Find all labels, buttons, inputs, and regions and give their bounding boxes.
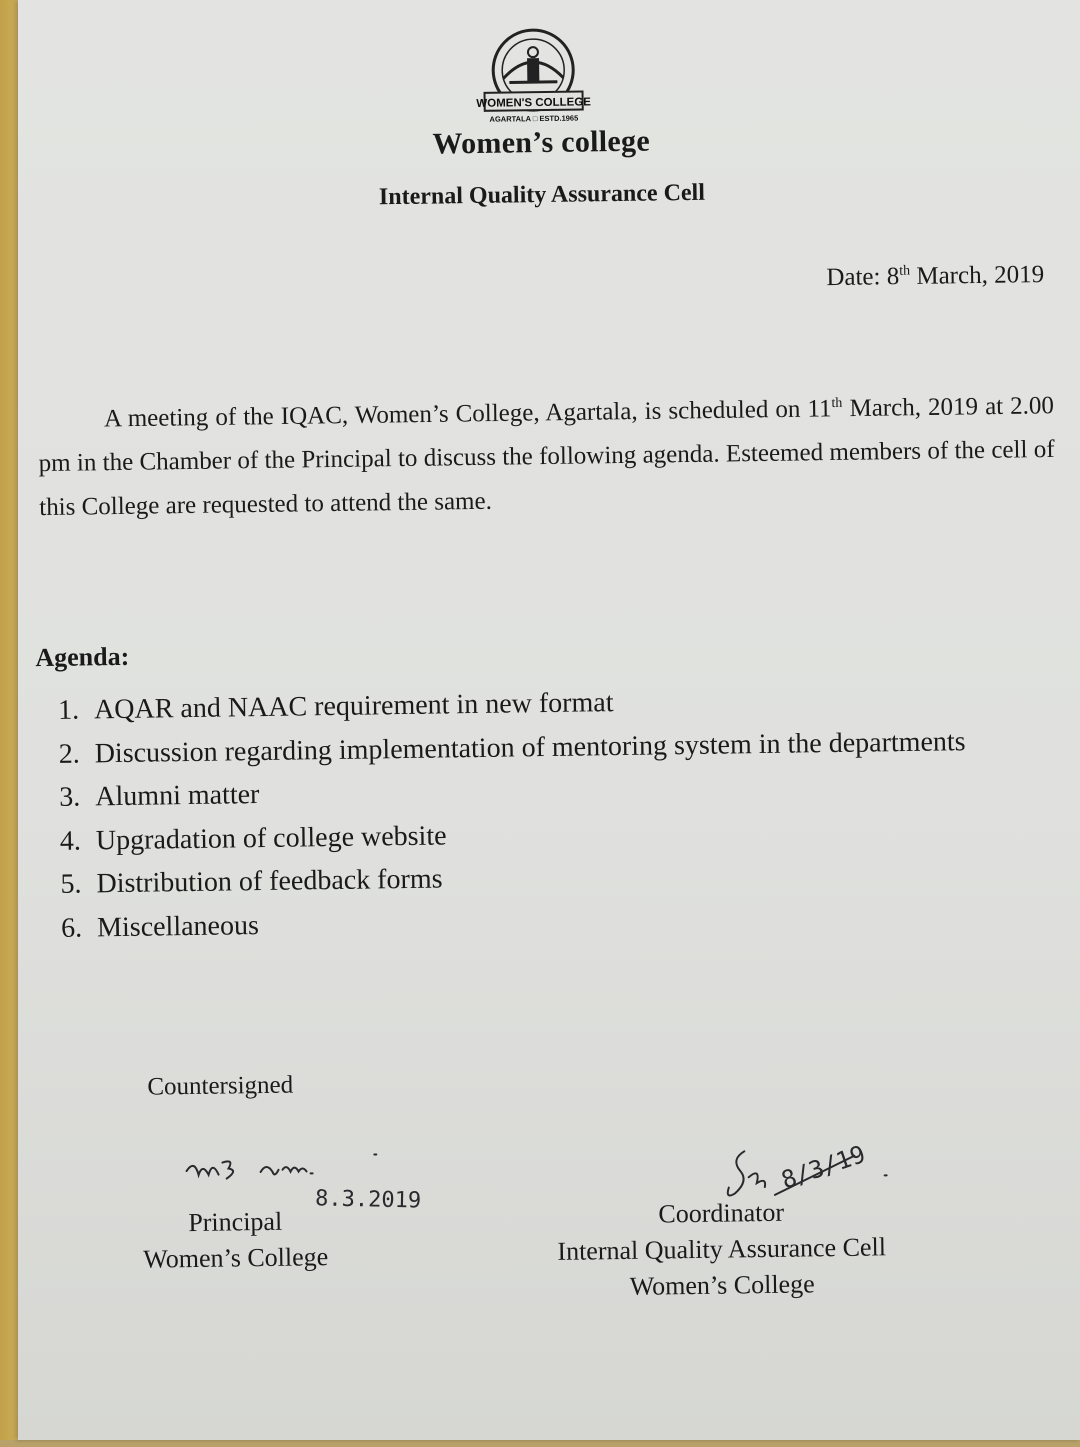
date-rest: March, 2019 — [909, 261, 1045, 290]
agenda-heading: Agenda: — [35, 641, 130, 673]
coordinator-signature-date: 8/3/19 — [777, 1139, 869, 1195]
date-ordinal: th — [899, 263, 911, 279]
cell-name: Internal Quality Assurance Cell — [378, 179, 706, 211]
countersigned-label: Countersigned — [147, 1071, 294, 1101]
agenda-item-text: Miscellaneous — [96, 909, 260, 943]
logo-label: WOMEN'S COLLEGE — [476, 96, 592, 110]
principal-block — [125, 1203, 346, 1278]
college-logo — [463, 27, 604, 127]
agenda-item-text: Distribution of feedback forms — [96, 863, 443, 900]
document-sheet — [18, 0, 1080, 1440]
agenda-item-number: 4. — [59, 825, 82, 857]
college-name: Women’s college — [432, 124, 651, 161]
agenda-item-number: 2. — [58, 738, 80, 770]
notice-part2: March, 2019 at 2.00 pm in the Chamber of the Principal to discuss the following agenda. Esteemed members of the cell of this College are requested to attend the same. — [38, 392, 1055, 522]
logo-subline: AGARTALA □ ESTD.1965 — [489, 113, 579, 124]
principal-signature-date: 8.3.2019 — [314, 1186, 422, 1214]
principal-title: Principal — [188, 1206, 283, 1238]
agenda-item-number: 1. — [57, 694, 80, 726]
document-page — [8, 0, 1080, 1447]
notice-body — [38, 379, 1056, 531]
coordinator-block — [531, 1193, 912, 1306]
coordinator-title: Coordinator — [658, 1197, 785, 1229]
agenda-item-number: 5. — [60, 868, 82, 900]
notice-ordinal: th — [831, 395, 843, 412]
agenda-item-text: AQAR and NAAC requirement in new format — [93, 687, 614, 726]
notice-date — [826, 261, 1044, 292]
coordinator-org: Women’s College — [629, 1269, 815, 1301]
agenda-list — [58, 676, 969, 950]
principal-org: Women’s College — [143, 1242, 329, 1274]
notice-part1: A meeting of the IQAC, Women’s College, Agartala, is scheduled on 11 — [103, 395, 832, 433]
coordinator-cell: Internal Quality Assurance Cell — [557, 1232, 887, 1266]
agenda-item-text: Upgradation of college website — [95, 819, 447, 856]
agenda-item-text: Alumni matter — [95, 779, 260, 813]
agenda-item-number: 6. — [60, 912, 83, 944]
agenda-item-text: Discussion regarding implementation of mentoring system in the departments — [94, 725, 966, 769]
date-prefix: Date: 8 — [826, 263, 900, 292]
agenda-item-number: 3. — [59, 781, 81, 813]
